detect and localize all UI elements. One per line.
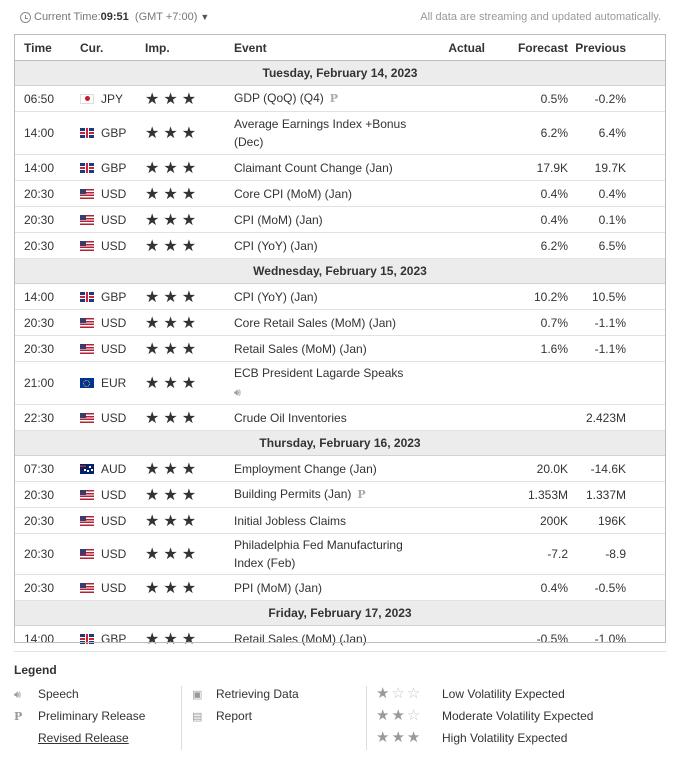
- event-currency: USD: [80, 233, 145, 259]
- event-name[interactable]: Retail Sales (MoM) (Jan): [234, 341, 367, 356]
- event-row[interactable]: [14, 575, 666, 601]
- importance-stars-icon: ★★★: [145, 482, 234, 508]
- event-currency: USD: [80, 336, 145, 362]
- importance-stars-icon: ★★★: [145, 284, 234, 310]
- event-row[interactable]: [14, 233, 666, 259]
- legend-col-2: [192, 686, 299, 730]
- event-forecast: 0.4%: [485, 181, 568, 207]
- event-actual: [427, 534, 485, 575]
- event-actual: [427, 207, 485, 233]
- speaker-icon: 🔊︎: [14, 689, 21, 701]
- event-previous: 6.5%: [568, 233, 666, 259]
- legend-divider: [181, 686, 182, 750]
- event-previous: 19.7K: [568, 155, 666, 181]
- event-time: 20:30: [14, 207, 80, 233]
- event-cell: [234, 155, 427, 181]
- retrieving-data-icon: ▣: [192, 689, 203, 701]
- table-header: [14, 35, 666, 61]
- event-row[interactable]: [14, 456, 666, 482]
- event-name[interactable]: Employment Change (Jan): [234, 461, 377, 476]
- event-currency: EUR: [80, 362, 145, 405]
- event-forecast: 0.4%: [485, 207, 568, 233]
- event-time: 20:30: [14, 181, 80, 207]
- importance-stars-icon: ★★★: [145, 207, 234, 233]
- event-name[interactable]: CPI (YoY) (Jan): [234, 289, 318, 304]
- event-row[interactable]: [14, 310, 666, 336]
- event-time: 14:00: [14, 112, 80, 155]
- event-row[interactable]: [14, 626, 666, 652]
- event-time: 07:30: [14, 456, 80, 482]
- low-volatility-stars-icon: ★☆☆: [376, 685, 423, 702]
- revised-release-link[interactable]: Revised Release: [38, 731, 129, 745]
- importance-stars-icon: ★★★: [145, 362, 234, 405]
- event-cell: [234, 362, 427, 405]
- event-name[interactable]: ECB President Lagarde Speaks: [234, 366, 404, 380]
- event-previous: 196K: [568, 508, 666, 534]
- event-previous: 1.337M: [568, 482, 666, 508]
- event-previous: -0.2%: [568, 86, 666, 112]
- flag-us-icon: [80, 583, 94, 593]
- importance-stars-icon: ★★★: [145, 456, 234, 482]
- event-currency: GBP: [80, 626, 145, 652]
- event-row[interactable]: [14, 362, 666, 405]
- importance-stars-icon: ★★★: [145, 508, 234, 534]
- day-header-row: [14, 259, 666, 284]
- flag-us-icon: [80, 189, 94, 199]
- preliminary-icon: P: [329, 92, 339, 105]
- importance-stars-icon: ★★★: [145, 155, 234, 181]
- current-time-label: Current Time:: [34, 11, 101, 23]
- event-actual: [427, 181, 485, 207]
- event-time: 20:30: [14, 534, 80, 575]
- importance-stars-icon: ★★★: [145, 181, 234, 207]
- event-actual: [427, 155, 485, 181]
- event-name[interactable]: Initial Jobless Claims: [234, 513, 347, 528]
- event-name[interactable]: Core CPI (MoM) (Jan): [234, 186, 353, 201]
- report-icon: ▤: [192, 711, 203, 723]
- legend-preliminary: P Preliminary Release: [14, 709, 146, 723]
- event-cell: [234, 456, 427, 482]
- event-previous: 10.5%: [568, 284, 666, 310]
- event-currency: JPY: [80, 86, 145, 112]
- economic-calendar-table: [14, 34, 666, 652]
- importance-stars-icon: ★★★: [145, 405, 234, 431]
- moderate-volatility-stars-icon: ★★☆: [376, 707, 423, 724]
- event-time: 21:00: [14, 362, 80, 405]
- event-row[interactable]: [14, 482, 666, 508]
- legend-divider: [366, 686, 367, 750]
- event-time: 14:00: [14, 155, 80, 181]
- event-forecast: -7.2: [485, 534, 568, 575]
- event-previous: 0.4%: [568, 181, 666, 207]
- event-name[interactable]: Average Earnings Index +Bonus (Dec): [234, 117, 407, 149]
- importance-stars-icon: ★★★: [145, 233, 234, 259]
- event-name[interactable]: GDP (QoQ) (Q4): [234, 91, 324, 105]
- event-forecast: [485, 362, 568, 405]
- event-name[interactable]: Building Permits (Jan): [234, 487, 352, 501]
- event-row[interactable]: [14, 207, 666, 233]
- event-cell: [234, 405, 427, 431]
- event-row[interactable]: [14, 86, 666, 112]
- importance-stars-icon: ★★★: [145, 626, 234, 652]
- legend-report: ▤ Report: [192, 709, 253, 723]
- event-forecast: 200K: [485, 508, 568, 534]
- event-forecast: 0.7%: [485, 310, 568, 336]
- event-row[interactable]: [14, 181, 666, 207]
- event-name[interactable]: Crude Oil Inventories: [234, 410, 347, 425]
- event-currency: AUD: [80, 456, 145, 482]
- event-cell: [234, 310, 427, 336]
- flag-gb-icon: [80, 163, 94, 173]
- event-actual: [427, 336, 485, 362]
- event-actual: [427, 310, 485, 336]
- event-cell: [234, 534, 427, 575]
- event-cell: [234, 508, 427, 534]
- flag-us-icon: [80, 344, 94, 354]
- flag-jp-icon: [80, 94, 94, 104]
- legend-retrieving: ▣ Retrieving Data: [192, 687, 299, 701]
- event-name[interactable]: Retail Sales (MoM) (Jan): [234, 631, 367, 646]
- event-previous: [568, 362, 666, 405]
- event-currency: USD: [80, 181, 145, 207]
- event-actual: [427, 284, 485, 310]
- col-previous[interactable]: Previous: [568, 35, 666, 61]
- day-date: Tuesday, February 14, 2023: [14, 61, 666, 86]
- legend-speech: 🔊︎ Speech: [14, 687, 79, 701]
- importance-stars-icon: ★★★: [145, 336, 234, 362]
- legend-revised: [14, 730, 145, 752]
- preliminary-icon: P: [357, 488, 366, 501]
- col-time[interactable]: Time: [14, 35, 80, 61]
- event-actual: [427, 86, 485, 112]
- event-currency: USD: [80, 207, 145, 233]
- streaming-notice: All data are streaming and updated automatically.: [420, 11, 661, 23]
- event-time: 20:30: [14, 508, 80, 534]
- legend-title: Legend: [14, 663, 57, 677]
- event-cell: [234, 626, 427, 652]
- preliminary-icon: P: [14, 710, 23, 723]
- event-currency: GBP: [80, 284, 145, 310]
- event-forecast: -0.5%: [485, 626, 568, 652]
- legend-high: ★★★ High Volatility Expected: [376, 729, 568, 746]
- event-cell: [234, 233, 427, 259]
- event-forecast: 17.9K: [485, 155, 568, 181]
- event-actual: [427, 575, 485, 601]
- event-name[interactable]: PPI (MoM) (Jan): [234, 580, 323, 595]
- flag-us-icon: [80, 549, 94, 559]
- flag-au-icon: [80, 464, 94, 474]
- legend-col-1: [14, 686, 145, 752]
- importance-stars-icon: ★★★: [145, 310, 234, 336]
- col-actual[interactable]: Actual: [427, 35, 485, 61]
- event-actual: [427, 482, 485, 508]
- day-header-row: [14, 431, 666, 456]
- current-time: 09:51: [100, 11, 129, 23]
- event-cell: [234, 86, 427, 112]
- timezone-selector[interactable]: [34, 11, 209, 23]
- event-time: 20:30: [14, 310, 80, 336]
- event-row[interactable]: [14, 405, 666, 431]
- day-date: Friday, February 17, 2023: [14, 601, 666, 626]
- event-forecast: [485, 405, 568, 431]
- event-previous: 0.1%: [568, 207, 666, 233]
- event-name[interactable]: Core Retail Sales (MoM) (Jan): [234, 315, 397, 330]
- event-currency: USD: [80, 482, 145, 508]
- legend-col-3: [376, 686, 593, 752]
- top-bar: [0, 0, 679, 34]
- flag-gb-icon: [80, 292, 94, 302]
- event-previous: 2.423M: [568, 405, 666, 431]
- event-actual: [427, 233, 485, 259]
- event-time: 14:00: [14, 284, 80, 310]
- event-currency: GBP: [80, 155, 145, 181]
- event-row[interactable]: [14, 284, 666, 310]
- event-actual: [427, 456, 485, 482]
- event-currency: USD: [80, 534, 145, 575]
- event-currency: USD: [80, 405, 145, 431]
- flag-us-icon: [80, 516, 94, 526]
- flag-us-icon: [80, 241, 94, 251]
- event-time: 20:30: [14, 233, 80, 259]
- col-event[interactable]: Event: [234, 35, 427, 61]
- importance-stars-icon: ★★★: [145, 86, 234, 112]
- event-time: 06:50: [14, 86, 80, 112]
- flag-us-icon: [80, 490, 94, 500]
- event-forecast: 0.5%: [485, 86, 568, 112]
- event-row[interactable]: [14, 508, 666, 534]
- event-actual: [427, 626, 485, 652]
- event-cell: [234, 482, 427, 508]
- event-forecast: 1.6%: [485, 336, 568, 362]
- chevron-down-icon: ▼: [200, 12, 210, 22]
- event-previous: -0.5%: [568, 575, 666, 601]
- event-currency: USD: [80, 575, 145, 601]
- event-cell: [234, 284, 427, 310]
- event-previous: -8.9: [568, 534, 666, 575]
- event-forecast: 20.0K: [485, 456, 568, 482]
- event-actual: [427, 508, 485, 534]
- event-actual: [427, 362, 485, 405]
- speaker-icon[interactable]: 🔊︎: [234, 387, 241, 399]
- event-forecast: 6.2%: [485, 112, 568, 155]
- event-name[interactable]: Philadelphia Fed Manufacturing Index (Feb): [234, 538, 403, 570]
- event-time: 20:30: [14, 336, 80, 362]
- event-currency: USD: [80, 310, 145, 336]
- col-importance[interactable]: Imp.: [145, 35, 234, 61]
- flag-us-icon: [80, 318, 94, 328]
- event-time: 14:00: [14, 626, 80, 652]
- col-currency[interactable]: Cur.: [80, 35, 145, 61]
- col-forecast[interactable]: Forecast: [485, 35, 568, 61]
- event-currency: USD: [80, 508, 145, 534]
- event-previous: -1.1%: [568, 310, 666, 336]
- legend-low: ★☆☆ Low Volatility Expected: [376, 685, 565, 702]
- event-row[interactable]: [14, 534, 666, 575]
- event-forecast: 10.2%: [485, 284, 568, 310]
- legend-moderate: ★★☆ Moderate Volatility Expected: [376, 707, 594, 724]
- importance-stars-icon: ★★★: [145, 534, 234, 575]
- event-name[interactable]: Claimant Count Change (Jan): [234, 160, 393, 175]
- day-date: Thursday, February 16, 2023: [14, 431, 666, 456]
- event-forecast: 1.353M: [485, 482, 568, 508]
- event-actual: [427, 112, 485, 155]
- flag-us-icon: [80, 413, 94, 423]
- flag-gb-icon: [80, 634, 94, 644]
- event-actual: [427, 405, 485, 431]
- event-row[interactable]: [14, 336, 666, 362]
- importance-stars-icon: ★★★: [145, 575, 234, 601]
- event-cell: [234, 112, 427, 155]
- event-cell: [234, 207, 427, 233]
- day-header-row: [14, 61, 666, 86]
- flag-eu-icon: [80, 378, 94, 388]
- event-name[interactable]: CPI (MoM) (Jan): [234, 212, 323, 227]
- timezone: (GMT +7:00): [134, 11, 198, 23]
- event-time: 20:30: [14, 482, 80, 508]
- event-previous: -1.0%: [568, 626, 666, 652]
- event-cell: [234, 181, 427, 207]
- day-date: Wednesday, February 15, 2023: [14, 259, 666, 284]
- event-time: 22:30: [14, 405, 80, 431]
- event-forecast: 6.2%: [485, 233, 568, 259]
- importance-stars-icon: ★★★: [145, 112, 234, 155]
- flag-us-icon: [80, 215, 94, 225]
- event-forecast: 0.4%: [485, 575, 568, 601]
- event-currency: GBP: [80, 112, 145, 155]
- event-time: 20:30: [14, 575, 80, 601]
- event-previous: -1.1%: [568, 336, 666, 362]
- event-name[interactable]: CPI (YoY) (Jan): [234, 238, 318, 253]
- clock-icon: [20, 12, 31, 23]
- event-cell: [234, 575, 427, 601]
- event-row[interactable]: [14, 155, 666, 181]
- event-cell: [234, 336, 427, 362]
- flag-gb-icon: [80, 128, 94, 138]
- high-volatility-stars-icon: ★★★: [376, 729, 423, 746]
- day-header-row: [14, 601, 666, 626]
- event-previous: 6.4%: [568, 112, 666, 155]
- event-row[interactable]: [14, 112, 666, 155]
- event-previous: -14.6K: [568, 456, 666, 482]
